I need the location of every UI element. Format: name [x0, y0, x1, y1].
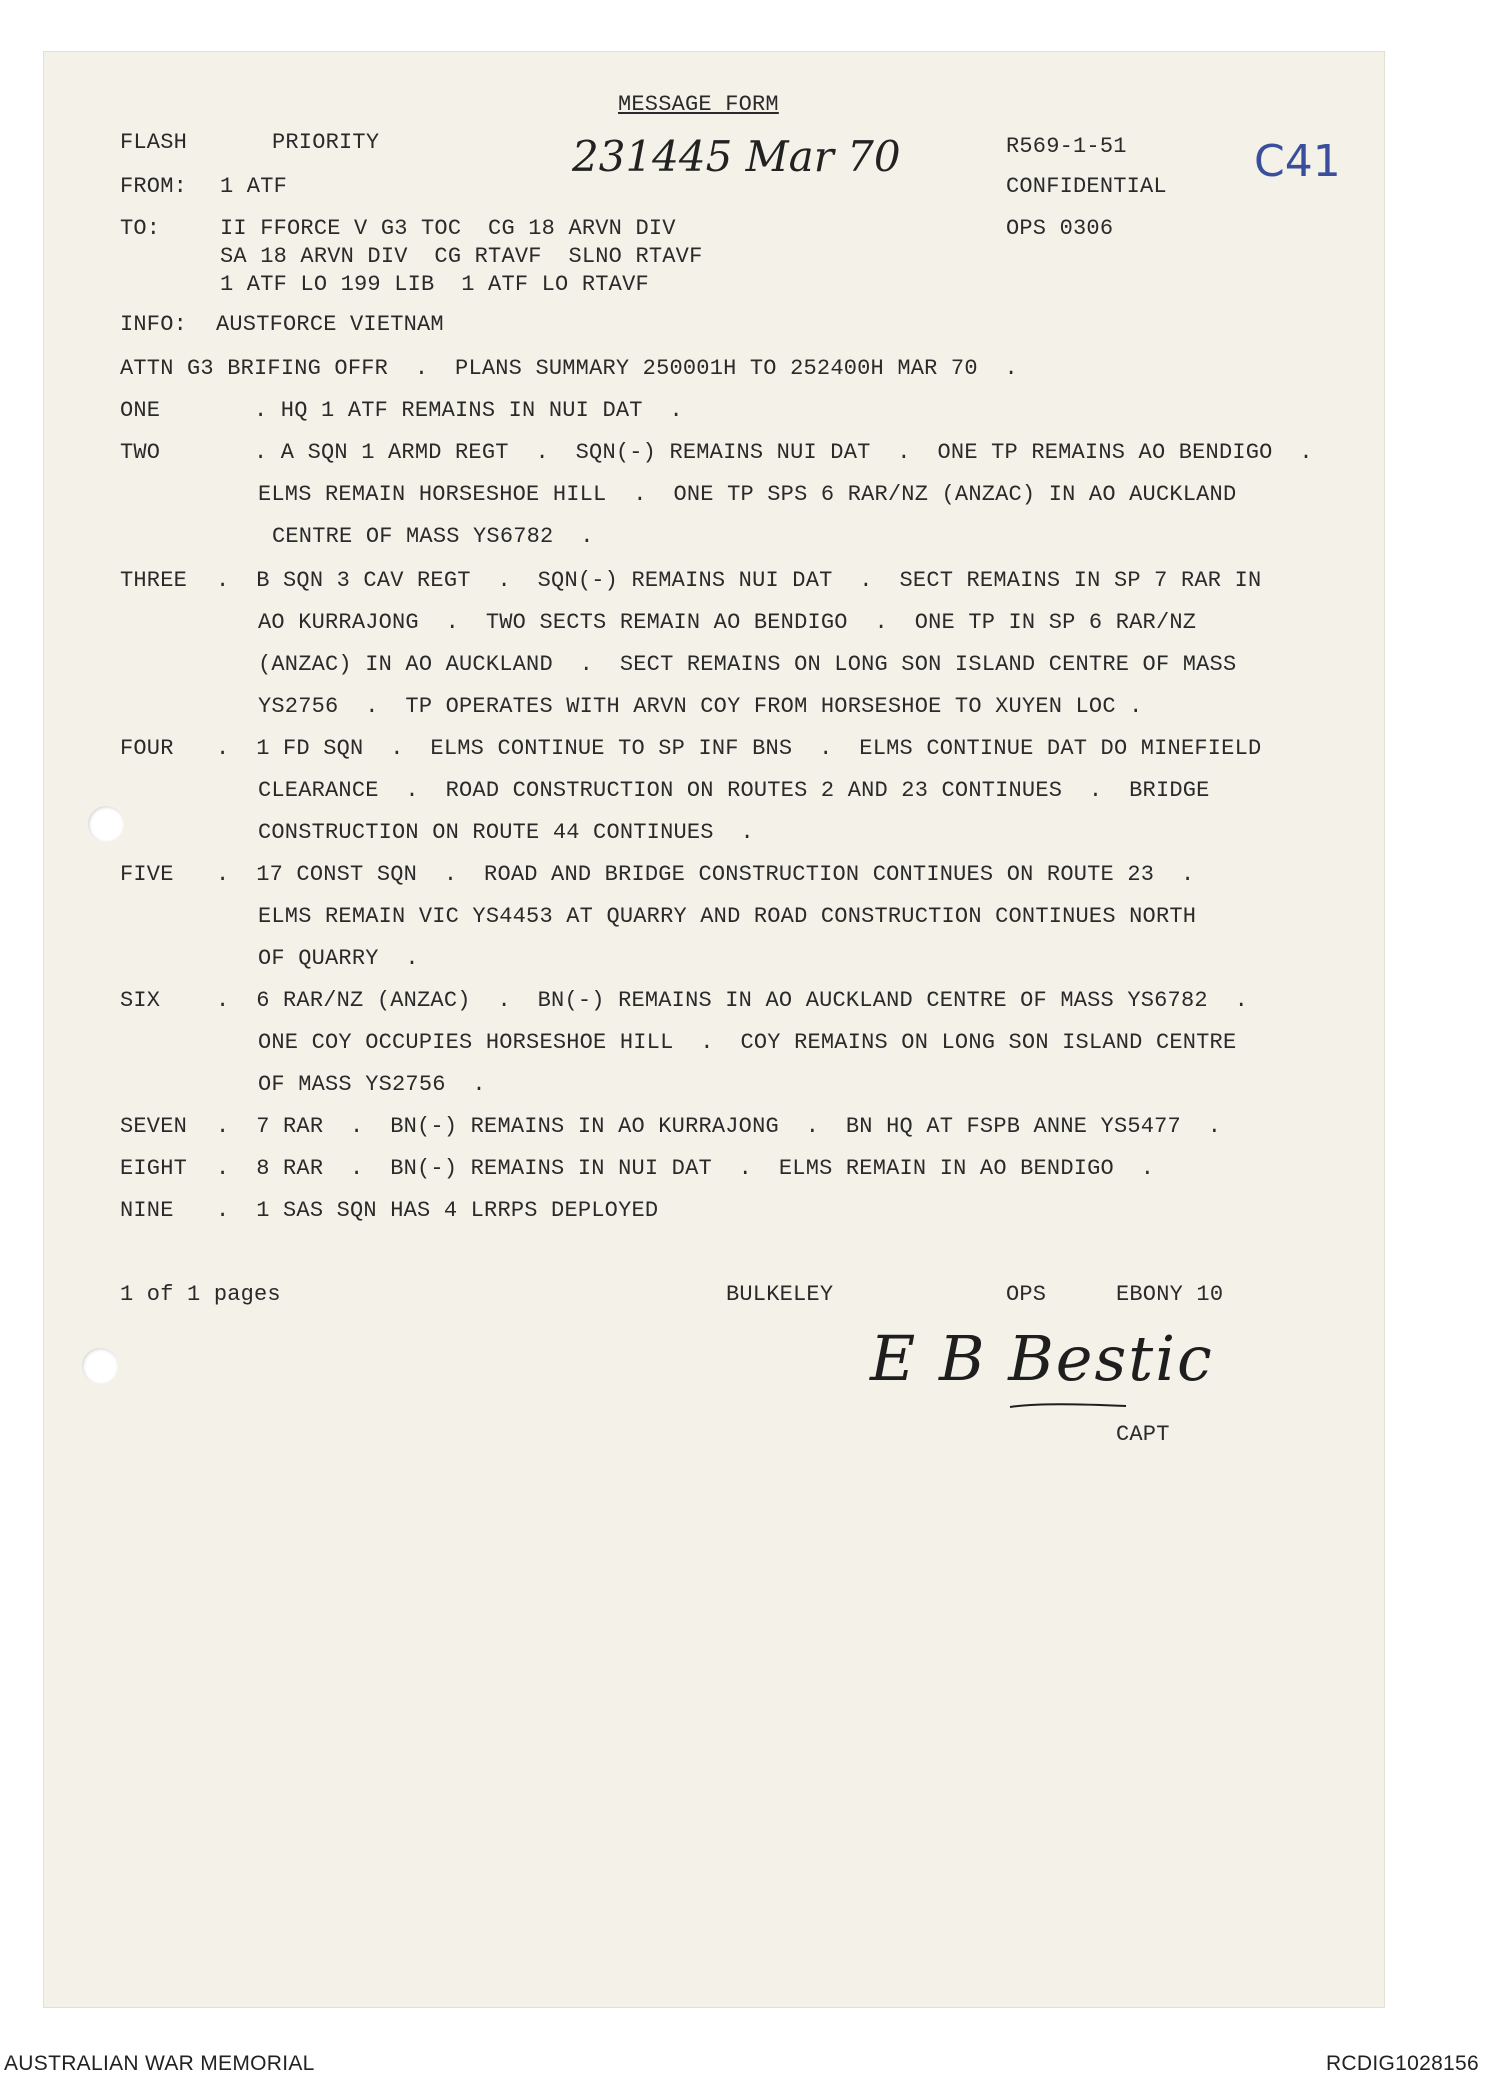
handwritten-dtg: 231445 Mar 70 — [572, 132, 901, 181]
attn-line: ATTN G3 BRIFING OFFR . PLANS SUMMARY 250001H TO 252400H MAR 70 . — [120, 356, 1018, 381]
paragraph-line: (ANZAC) IN AO AUCKLAND . SECT REMAINS ON LONG SON ISLAND CENTRE OF MASS — [258, 652, 1237, 677]
paragraph-label: FOUR — [120, 736, 174, 761]
paragraph-line: AO KURRAJONG . TWO SECTS REMAIN AO BENDIGO . ONE TP IN SP 6 RAR/NZ — [258, 610, 1197, 635]
signature-underline — [1008, 1400, 1128, 1412]
paragraph-line: . 1 SAS SQN HAS 4 LRRPS DEPLOYED — [216, 1198, 659, 1223]
folio-mark: C41 — [1254, 136, 1341, 187]
paragraph-line: ONE COY OCCUPIES HORSESHOE HILL . COY REMAINS ON LONG SON ISLAND CENTRE — [258, 1030, 1237, 1055]
paragraph-line: . 6 RAR/NZ (ANZAC) . BN(-) REMAINS IN AO AUCKLAND CENTRE OF MASS YS6782 . — [216, 988, 1248, 1013]
precedence-priority: PRIORITY — [272, 130, 380, 155]
archive-institution: AUSTRALIAN WAR MEMORIAL — [4, 2052, 315, 2075]
page-count: 1 of 1 pages — [120, 1282, 281, 1307]
paragraph-line: . 1 FD SQN . ELMS CONTINUE TO SP INF BNS . ELMS CONTINUE DAT DO MINEFIELD — [216, 736, 1262, 761]
paragraph-line: OF QUARRY . — [258, 946, 419, 971]
paragraph-line: . A SQN 1 ARMD REGT . SQN(-) REMAINS NUI DAT . ONE TP REMAINS AO BENDIGO . — [254, 440, 1313, 465]
to-line: SA 18 ARVN DIV CG RTAVF SLNO RTAVF — [220, 244, 703, 269]
message-form-sheet — [44, 52, 1384, 2007]
archive-item-id: RCDIG1028156 — [1325, 2052, 1479, 2075]
paragraph-line: YS2756 . TP OPERATES WITH ARVN COY FROM HORSESHOE TO XUYEN LOC . — [258, 694, 1143, 719]
paragraph-label: NINE — [120, 1198, 174, 1223]
paragraph-label: EIGHT — [120, 1156, 188, 1181]
form-title: MESSAGE FORM — [618, 92, 779, 117]
paragraph-label: THREE — [120, 568, 188, 593]
paragraph-label: FIVE — [120, 862, 174, 887]
to-line: II FFORCE V G3 TOC CG 18 ARVN DIV — [220, 216, 676, 241]
info-label: INFO: — [120, 312, 188, 337]
precedence-flash: FLASH — [120, 130, 188, 155]
punch-hole-bottom — [82, 1348, 118, 1384]
paragraph-label: SIX — [120, 988, 161, 1013]
paragraph-line: . B SQN 3 CAV REGT . SQN(-) REMAINS NUI DAT . SECT REMAINS IN SP 7 RAR IN — [216, 568, 1262, 593]
classification: CONFIDENTIAL — [1006, 174, 1167, 199]
from-value: 1 ATF — [220, 174, 288, 199]
originator-phone: EBONY 10 — [1116, 1282, 1224, 1307]
signature: E B Bestic — [870, 1322, 1214, 1395]
paragraph-line: CENTRE OF MASS YS6782 . — [272, 524, 594, 549]
paragraph-label: SEVEN — [120, 1114, 188, 1139]
paragraph-line: . 17 CONST SQN . ROAD AND BRIDGE CONSTRUCTION CONTINUES ON ROUTE 23 . — [216, 862, 1195, 887]
paragraph-line: . 8 RAR . BN(-) REMAINS IN NUI DAT . ELMS REMAIN IN AO BENDIGO . — [216, 1156, 1155, 1181]
paragraph-line: . HQ 1 ATF REMAINS IN NUI DAT . — [254, 398, 683, 423]
paragraph-label: ONE — [120, 398, 161, 423]
to-label: TO: — [120, 216, 161, 241]
originator-name: BULKELEY — [726, 1282, 834, 1307]
to-line: 1 ATF LO 199 LIB 1 ATF LO RTAVF — [220, 272, 649, 297]
paragraph-line: CLEARANCE . ROAD CONSTRUCTION ON ROUTES 2 AND 23 CONTINUES . BRIDGE — [258, 778, 1210, 803]
paragraph-line: . 7 RAR . BN(-) REMAINS IN AO KURRAJONG . BN HQ AT FSPB ANNE YS5477 . — [216, 1114, 1222, 1139]
paragraph-line: CONSTRUCTION ON ROUTE 44 CONTINUES . — [258, 820, 754, 845]
originator-branch: OPS — [1006, 1282, 1047, 1307]
paragraph-line: ELMS REMAIN HORSESHOE HILL . ONE TP SPS 6 RAR/NZ (ANZAC) IN AO AUCKLAND — [258, 482, 1237, 507]
info-value: AUSTFORCE VIETNAM — [216, 312, 444, 337]
punch-hole-top — [88, 806, 124, 842]
paragraph-label: TWO — [120, 440, 161, 465]
file-reference: R569-1-51 — [1006, 134, 1127, 159]
paragraph-line: OF MASS YS2756 . — [258, 1072, 486, 1097]
from-label: FROM: — [120, 174, 188, 199]
paragraph-line: ELMS REMAIN VIC YS4453 AT QUARRY AND ROAD CONSTRUCTION CONTINUES NORTH — [258, 904, 1197, 929]
ops-reference: OPS 0306 — [1006, 216, 1114, 241]
signatory-rank: CAPT — [1116, 1422, 1170, 1447]
